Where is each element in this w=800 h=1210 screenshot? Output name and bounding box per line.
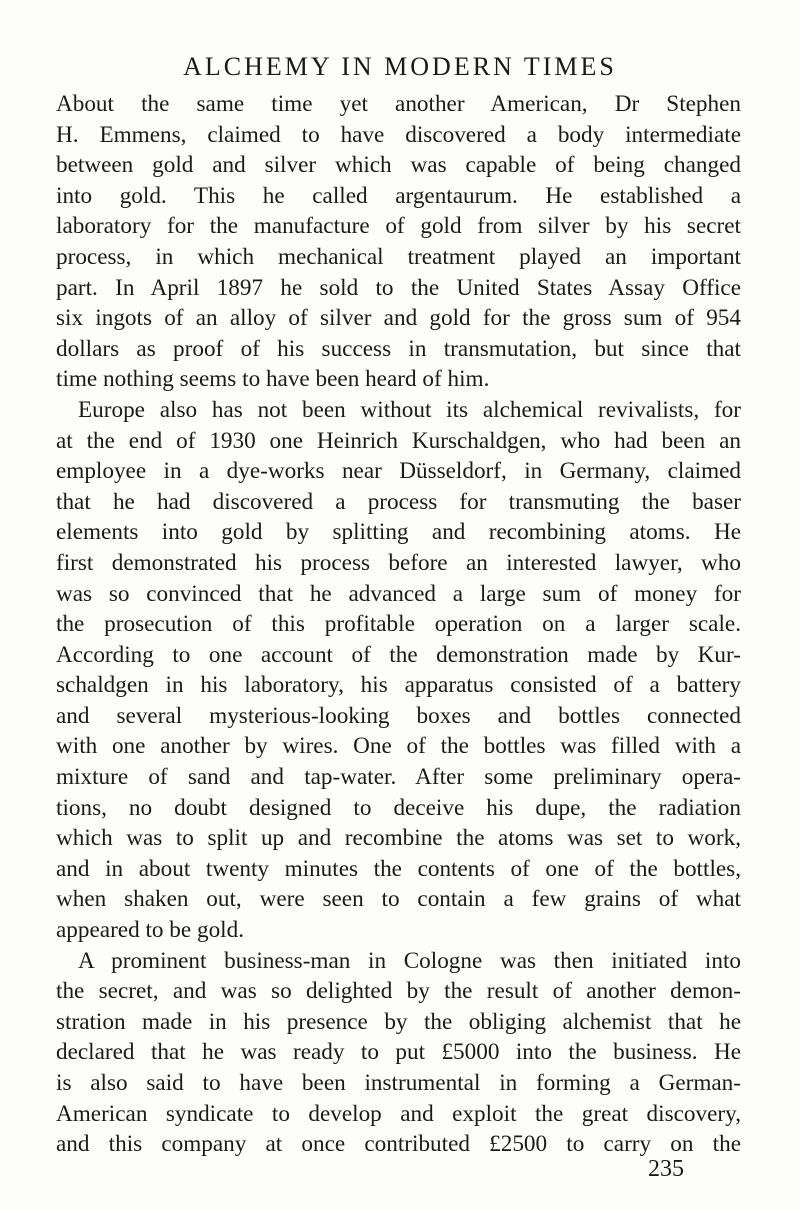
text-line: About the same time yet another American, Dr Stephen: [56, 91, 741, 117]
paragraph-2: [56, 395, 741, 946]
text-line: Europe also has not been without its alchemical revivalists, for: [78, 396, 741, 423]
body-text: [56, 89, 741, 1160]
paragraph-3: [56, 946, 741, 1160]
text-line: part. In April 1897 he sold to the United States Assay Office: [56, 274, 741, 301]
text-line: and this company at once contributed £2500 to carry on the: [56, 1131, 741, 1158]
text-line: American syndicate to develop and exploit the great discovery,: [56, 1100, 741, 1127]
text-line: was so convinced that he advanced a large sum of money for: [56, 580, 741, 607]
text-line: tions, no doubt designed to deceive his dupe, the radiation: [56, 794, 741, 821]
text-line: schaldgen in his laboratory, his apparatus consisted of a battery: [56, 672, 741, 699]
text-line: process, in which mechanical treatment played an important: [56, 243, 741, 270]
text-line: is also said to have been instrumental in forming a German-: [56, 1070, 741, 1096]
text-line: that he had discovered a process for transmuting the baser: [56, 488, 741, 515]
text-line: the secret, and was so delighted by the result of another demon-: [56, 978, 741, 1005]
text-line: laboratory for the manufacture of gold from silver by his secret: [56, 213, 741, 240]
text-line: mixture of sand and tap-water. After some preliminary opera-: [56, 764, 741, 791]
text-line: which was to split up and recombine the atoms was set to work,: [56, 825, 741, 852]
text-line: six ingots of an alloy of silver and gold for the gross sum of 954: [56, 305, 741, 332]
text-line: with one another by wires. One of the bottles was filled with a: [56, 733, 741, 760]
text-line: time nothing seems to have been heard of him.: [56, 366, 490, 393]
text-line: According to one account of the demonstration made by Kur-: [56, 641, 741, 668]
text-line: A prominent business-man in Cologne was then initiated into: [78, 947, 741, 974]
paragraph-1: [56, 89, 741, 395]
page-number: 235: [648, 1156, 684, 1182]
text-line: appeared to be gold.: [56, 917, 245, 944]
running-head: ALCHEMY IN MODERN TIMES: [183, 52, 617, 81]
text-line: employee in a dye-works near Düsseldorf, in Germany, claimed: [56, 458, 741, 485]
text-line: into gold. This he called argentaurum. He established a: [56, 182, 741, 209]
text-line: between gold and silver which was capable of being changed: [56, 152, 741, 179]
text-line: stration made in his presence by the obliging alchemist that he: [56, 1008, 741, 1035]
text-line: when shaken out, were seen to contain a few grains of what: [56, 886, 741, 913]
text-line: the prosecution of this profitable operation on a larger scale.: [56, 611, 741, 638]
text-line: and in about twenty minutes the contents of one of the bottles,: [56, 855, 741, 882]
text-line: dollars as proof of his success in transmutation, but since that: [56, 335, 741, 362]
text-line: and several mysterious-looking boxes and bottles connected: [56, 702, 741, 729]
text-line: elements into gold by splitting and recombining atoms. He: [56, 519, 741, 546]
text-line: at the end of 1930 one Heinrich Kurschaldgen, who had been an: [56, 427, 741, 454]
text-line: first demonstrated his process before an interested lawyer, who: [56, 549, 741, 576]
text-line: H. Emmens, claimed to have discovered a body intermediate: [56, 121, 741, 148]
text-line: declared that he was ready to put £5000 into the business. He: [56, 1039, 741, 1066]
